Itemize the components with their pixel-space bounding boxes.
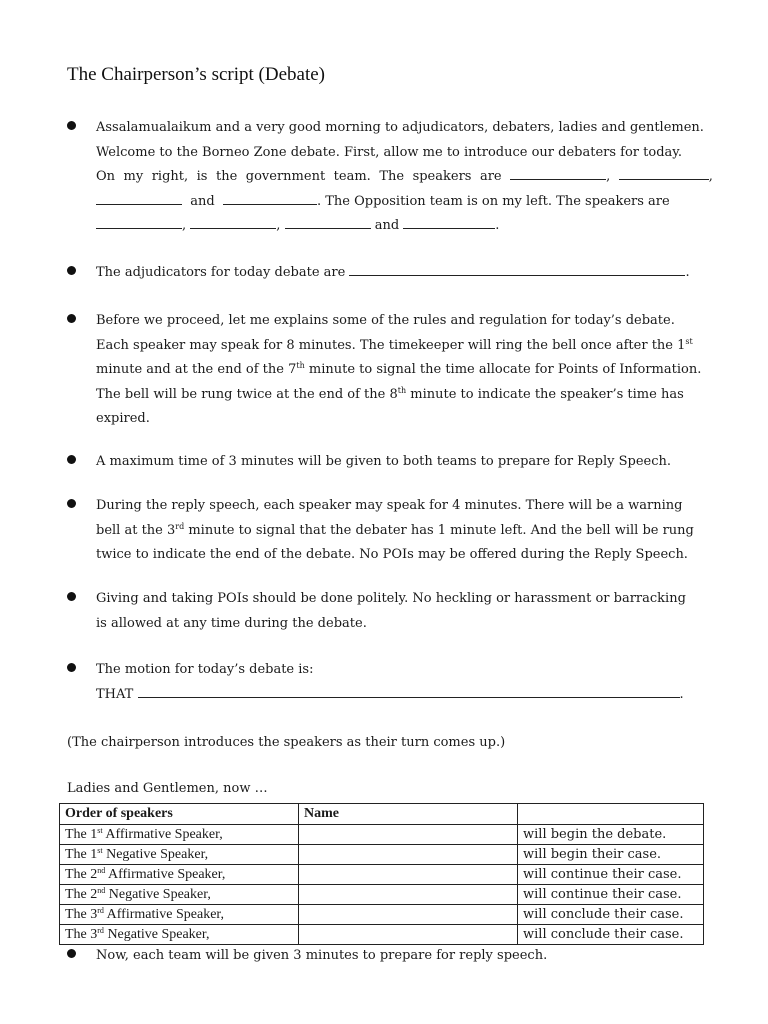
bullet-dot-icon <box>67 266 76 275</box>
bullet-welcome <box>67 116 713 239</box>
speaker-order: The 2nd Affirmative Speaker, <box>60 865 299 885</box>
bullet-dot-icon <box>67 121 76 130</box>
speaker-action: will conclude their case. <box>518 925 704 945</box>
bullet-final: Now, each team will be given 3 minutes to prepare for reply speech. <box>67 944 713 969</box>
bullet-dot-icon <box>67 949 76 958</box>
lead-in-text: Ladies and Gentlemen, now … <box>67 781 268 796</box>
table-header-row <box>60 804 704 825</box>
motion-blank[interactable] <box>138 683 680 698</box>
rules-line-2: Each speaker may speak for 8 minutes. The timekeeper will ring the bell once after the 1st <box>96 336 693 353</box>
welcome-line-1: Assalamualaikum and a very good morning to adjudicators, debaters, ladies and gentlemen. <box>96 120 704 135</box>
rules-line-3: minute and at the end of the 7th minute to signal the time allocate for Points of Information. <box>96 361 702 377</box>
welcome-line-2: Welcome to the Borneo Zone debate. First, allow me to introduce our debaters for today. <box>96 144 683 160</box>
speaker-order: The 1st Negative Speaker, <box>60 845 299 865</box>
table-row <box>60 885 704 905</box>
page-title: The Chairperson’s script (Debate) <box>67 64 325 85</box>
opp-speaker-4-blank[interactable] <box>403 214 495 229</box>
table-row <box>60 845 704 865</box>
adjudicators-label: The adjudicators for today debate are <box>96 265 346 280</box>
speakers-table <box>59 803 704 945</box>
speaker-name-cell[interactable] <box>299 905 518 925</box>
gov-speaker-1-blank[interactable] <box>510 165 606 180</box>
speaker-order: The 1st Affirmative Speaker, <box>60 825 299 845</box>
speaker-name-cell[interactable] <box>299 925 518 945</box>
opp-speaker-2-blank[interactable] <box>190 214 276 229</box>
header-order: Order of speakers <box>60 804 299 825</box>
speaker-name-cell[interactable] <box>299 865 518 885</box>
rules-line-4: The bell will be rung twice at the end of the 8th minute to indicate the speaker’s time has <box>96 385 684 402</box>
table-row <box>60 825 704 845</box>
speaker-order: The 3rd Affirmative Speaker, <box>60 905 299 925</box>
bullet-dot-icon <box>67 499 76 508</box>
speaker-action: will conclude their case. <box>518 905 704 925</box>
speaker-action: will begin the debate. <box>518 825 704 845</box>
table-row <box>60 905 704 925</box>
speaker-action: will continue their case. <box>518 865 704 885</box>
header-name: Name <box>299 804 518 825</box>
chairperson-note: (The chairperson introduces the speakers as their turn comes up.) <box>67 735 506 750</box>
gov-speaker-4-blank[interactable] <box>223 190 317 205</box>
speaker-action: will continue their case. <box>518 885 704 905</box>
bullet-reply-prep: A maximum time of 3 minutes will be given to both teams to prepare for Reply Speech. <box>67 450 713 475</box>
bullet-reply-speech: During the reply speech, each speaker may speak for 4 minutes. There will be a warning bell at the 3rd minute to signal that the debater has 1 minute left. And the bell will be rung twice to indicate the end of the debate. No POIs may be offered during the Reply Speech. <box>67 494 713 568</box>
bullet-dot-icon <box>67 592 76 601</box>
bullet-dot-icon <box>67 314 76 323</box>
opp-speaker-1-blank[interactable] <box>96 214 182 229</box>
speaker-action: will begin their case. <box>518 845 704 865</box>
rules-line-1: Before we proceed, let me explains some of the rules and regulation for today’s debate. <box>96 313 675 328</box>
gov-speaker-2-blank[interactable] <box>619 165 709 180</box>
bullet-dot-icon <box>67 455 76 464</box>
bullet-motion: The motion for today’s debate is: THAT . <box>67 658 713 707</box>
speaker-name-cell[interactable] <box>299 885 518 905</box>
speaker-order: The 2nd Negative Speaker, <box>60 885 299 905</box>
table-row <box>60 865 704 885</box>
bullet-adjudicators: The adjudicators for today debate are . <box>67 261 713 286</box>
welcome-line-4: and . The Opposition team is on my left. The speakers are <box>96 190 713 215</box>
adjudicators-blank[interactable] <box>349 261 685 276</box>
welcome-line-3: On my right, is the government team. The speakers are , , <box>96 165 713 190</box>
table-row <box>60 925 704 945</box>
rules-line-5: expired. <box>96 411 150 426</box>
speaker-order: The 3rd Negative Speaker, <box>60 925 299 945</box>
welcome-line-5: , , and . <box>96 214 713 239</box>
opp-speaker-3-blank[interactable] <box>285 214 371 229</box>
bullet-rules <box>67 309 713 432</box>
speaker-name-cell[interactable] <box>299 825 518 845</box>
header-blank <box>518 804 704 825</box>
bullet-dot-icon <box>67 663 76 672</box>
speaker-name-cell[interactable] <box>299 845 518 865</box>
bullet-pois: Giving and taking POIs should be done politely. No heckling or harassment or barracking is allowed at any time during the debate. <box>67 587 713 636</box>
gov-speaker-3-blank[interactable] <box>96 190 182 205</box>
